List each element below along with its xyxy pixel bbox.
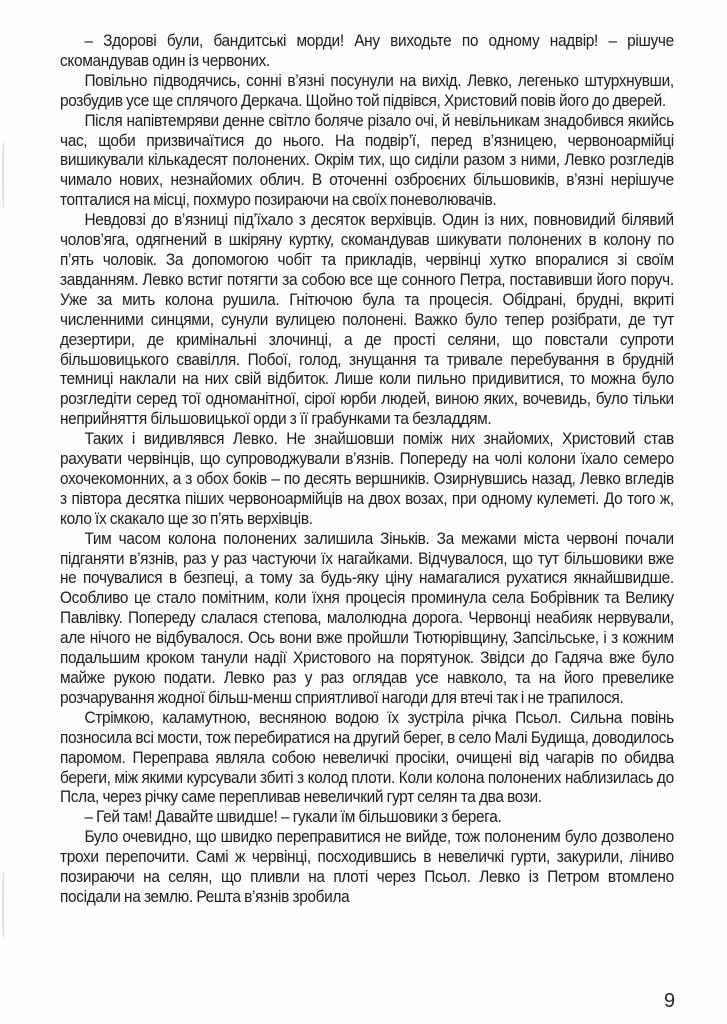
page-number: 9 <box>664 990 676 1012</box>
paragraph: – Гей там! Давайте швидше! – гукали їм більшовики з берега. <box>84 808 502 827</box>
page-edge-shadow <box>2 140 8 210</box>
paragraph: Було очевидно, що швидко переправитися не вийде, тож полоненим було дозволено трохи перепочити. Самі ж червінці, посходившись в невеличкі гурти, закурили, ліниво позираючи на селян, що пливли на плоті через Псьол. Левко із Петром втомлено посідали на землю. Решта в’язнів зробила <box>60 828 674 906</box>
paragraph: Після напівтемряви денне світло боляче різало очі, й невільникам знадобився якийсь час, щоби призвичаїтися до нього. На подвір’ї, перед в’язницею, червоноармійці вишикували кількадесят полонених. Окрім тих, що сиділи разом з ними, Левко розгледів чимало нових, незнайомих облич. В оточенні озброєних більшовиків, в’язні нерішуче топталися на місці, похмуро позираючи на своїх поневолювачів. <box>60 111 674 210</box>
paragraph: Повільно підводячись, сонні в’язні посунули на вихід. Левко, легенько штурхнувши, розбудив усе ще сплячого Деркача. Щойно той підвівся, Христовий повів його до дверей. <box>60 71 674 110</box>
paragraph: Невдовзі до в’язниці під’їхало з десяток верхівців. Один із них, повновидий білявий чолов’яга, одягнений в шкіряну куртку, скомандував шикувати полонених в колону по п’ять чоловік. За допомогою чобіт та прикладів, червінці хутко впоралися зі своїм завданням. Левко встиг потягти за собою все ще сонного Петра, поставивши його поруч. Уже за мить колона рушила. Гнітючою була та процесія. Обідрані, брудні, вкриті численними синцями, сунули вулицею полонені. Важко було тепер розібрати, де тут дезертири, де кримінальні злочинці, а де прості селяни, що повстали супроти більшовицького свавілля. Побої, голод, знущання та тривале перебування в брудній темниці наклали на них свій відбиток. Лише коли пильно придивитися, то можна було розгледіти серед тої одноманітної, сірої юрби людей, виною яких, вочевидь, було тільки неприйняття більшовицької орди з її грабунками та безладдям. <box>60 211 674 429</box>
paragraph: – Здорові були, бандитські морди! Ану виходьте по одному надвір! – рішуче скомандував один із червоних. <box>60 32 674 70</box>
paragraph: Тим часом колона полонених залишила Зіньків. За межами міста червоні почали підганяти в’язнів, раз у раз частуючи їх нагайками. Відчувалося, що тут більшовики вже не почувалися в безпеці, а тому за будь-яку ціну намагалися рухатися якнайшвидше. Особливо це стало помітним, коли їхня процесія проминула села Бобрівник та Велику Павлівку. Попереду слалася степова, малолюдна дорога. Червонці неабияк нервували, але нічого не відбувалося. Ось вони вже пройшли Тютюрівщину, Запсільське, і з кожним подальшим кроком танули надії Христового на порятунок. Звідси до Гадяча вже було майже рукою подати. Левко раз у раз оглядав усе навколо, та на його превелике розчарування жодної більш-менш сприятливої нагоди для втечі так і не трапилося. <box>60 529 674 707</box>
paragraph: Таких і видивлявся Левко. Не знайшовши поміж них знайомих, Христовий став рахувати червінців, що супроводжували в’язнів. Попереду на чолі колони їхало семеро охочекомонних, а з обох боків – по десять вершників. Озирнувшись назад, Левко вгледів з півтора десятка піших червоноармійців на двох возах, при одному кулеметі. До того ж, коло їх скакало ще зо п’ять верхівців. <box>60 430 674 528</box>
book-page-body <box>60 32 674 908</box>
paragraph: Стрімкою, каламутною, весняною водою їх зустріла річка Псьол. Сильна повінь позносила всі мости, тож перебиратися на другий берег, в село Малі Будища, доводилось паромом. Переправа являла собою невеличкі просіки, очищені від чагарів по обидва береги, між якими курсували збиті з колод плоти. Коли колона полонених наблизилась до Псла, через річку саме перепливав невеличкий гурт селян та два вози. <box>60 708 674 807</box>
page-edge-shadow <box>2 870 8 940</box>
